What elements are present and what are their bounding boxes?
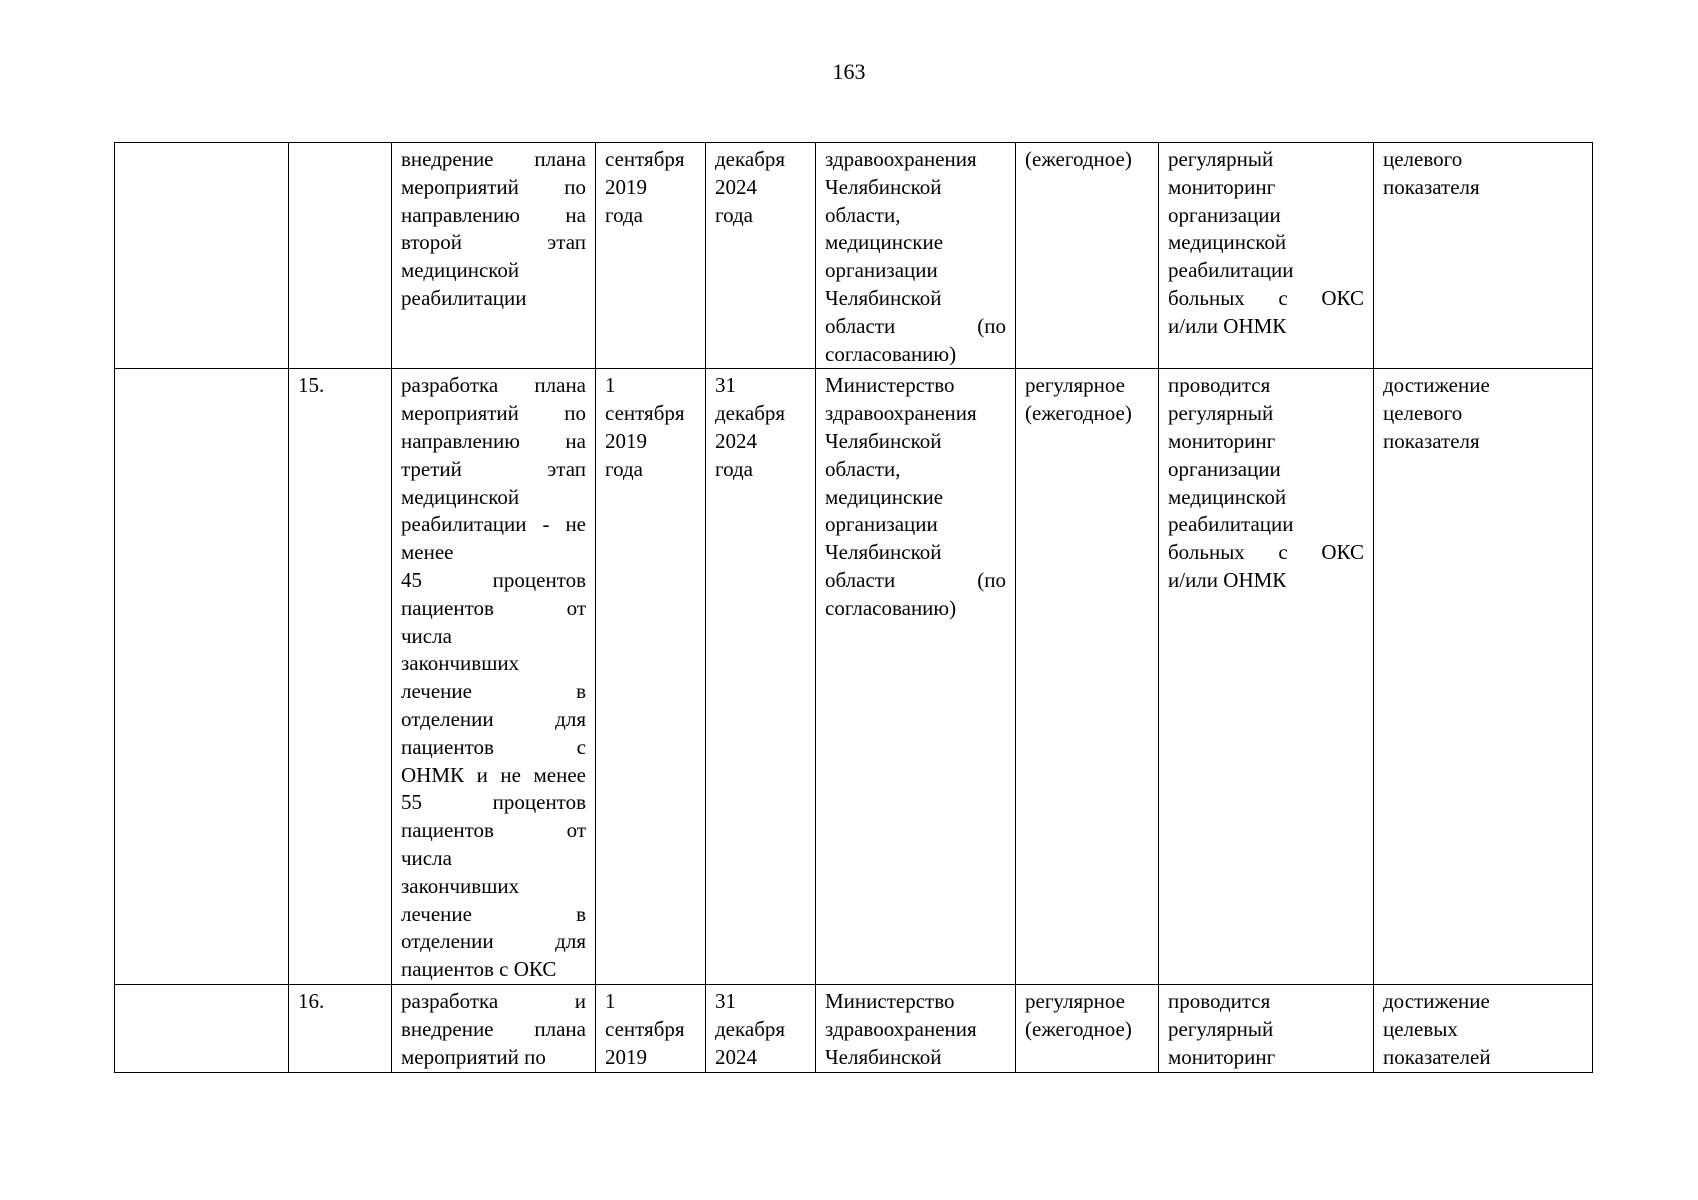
responsible-cell-line: здравоохранения xyxy=(825,147,977,171)
activity-cell-line: третий этап xyxy=(401,456,586,481)
control-cell-line: мониторинг xyxy=(1168,428,1276,453)
control-cell-line: регулярный xyxy=(1168,1017,1274,1042)
control-cell-line: и/или ОНМК xyxy=(1168,313,1287,338)
activity-cell-line: медицинской xyxy=(401,484,520,509)
activity-cell-line: пациентов с ОКС xyxy=(401,957,557,982)
activity-cell-line: пациентов от xyxy=(401,595,586,620)
blank-cell xyxy=(115,143,289,369)
frequency-cell-text: регулярное (ежегодное) xyxy=(1025,373,1132,426)
control-cell xyxy=(1159,143,1374,369)
control-cell-line: медицинской xyxy=(1168,230,1287,255)
control-cell-line: регулярный xyxy=(1168,401,1274,426)
result-cell-text: целевого показателя xyxy=(1383,147,1480,199)
activity-cell xyxy=(392,985,596,1072)
activity-cell-line: второй этап xyxy=(401,230,586,255)
activity-cell-line: числа xyxy=(401,845,452,870)
responsible-cell xyxy=(816,369,1016,985)
responsible-cell-line: Министерство xyxy=(825,373,955,398)
responsible-cell-line: Челябинской xyxy=(825,285,942,310)
responsible-cell-line: согласованию) xyxy=(825,341,957,366)
activity-cell xyxy=(392,369,596,985)
activity-cell-line: внедрение плана xyxy=(401,1017,586,1042)
activity-cell-line: внедрение плана xyxy=(401,147,586,171)
activity-cell-line: направлению на xyxy=(401,428,586,453)
control-cell-line: регулярный xyxy=(1168,147,1274,171)
blank-cell xyxy=(115,985,289,1072)
responsible-cell-line: области, xyxy=(825,456,901,481)
responsible-cell-line: здравоохранения xyxy=(825,1017,977,1042)
frequency-cell xyxy=(1016,369,1159,985)
control-cell-line: организации xyxy=(1168,456,1281,481)
activity-cell-line: мероприятий по xyxy=(401,1044,546,1069)
responsible-cell-line: области (по xyxy=(825,567,1006,592)
activity-cell-line: закончивших xyxy=(401,873,520,898)
control-cell-line: больных с ОКС xyxy=(1168,540,1364,565)
frequency-cell xyxy=(1016,985,1159,1072)
activity-cell-line: отделении для xyxy=(401,706,586,731)
row-number-cell xyxy=(289,369,392,985)
control-cell-line: медицинской xyxy=(1168,484,1287,509)
control-cell-line: больных с ОКС xyxy=(1168,285,1364,310)
end-date-cell xyxy=(706,143,816,369)
frequency-cell-text: (ежегодное) xyxy=(1025,147,1132,171)
activity-cell xyxy=(392,143,596,369)
activity-cell-line: ОНМК и не менее xyxy=(401,762,586,787)
activity-cell-line: менее xyxy=(401,540,454,565)
start-date-cell xyxy=(596,985,706,1072)
start-date-cell-text: 1 сентября 2019 xyxy=(605,989,685,1069)
frequency-cell-text: регулярное (ежегодное) xyxy=(1025,989,1132,1042)
activity-cell-line: мероприятий по xyxy=(401,401,586,426)
row-number-cell xyxy=(289,985,392,1072)
start-date-cell-text: 1 сентября 2019 года xyxy=(605,373,685,481)
measures-table xyxy=(114,142,1593,1073)
responsible-cell-line: Челябинской xyxy=(825,428,942,453)
responsible-cell-line: организации xyxy=(825,512,938,537)
blank-cell xyxy=(115,369,289,985)
row-number-cell-text: 16. xyxy=(298,989,325,1014)
start-date-cell xyxy=(596,143,706,369)
responsible-cell xyxy=(816,143,1016,369)
start-date-cell xyxy=(596,369,706,985)
table-row xyxy=(115,985,1593,1072)
result-cell xyxy=(1374,369,1593,985)
activity-cell-line: лечение в xyxy=(401,901,586,926)
result-cell-text: достижение целевого показателя xyxy=(1383,373,1490,453)
control-cell-line: реабилитации xyxy=(1168,512,1294,537)
activity-cell-line: реабилитации - не xyxy=(401,512,586,537)
responsible-cell-line: Челябинской xyxy=(825,1044,942,1069)
table-row xyxy=(115,143,1593,369)
result-cell xyxy=(1374,985,1593,1072)
activity-cell-line: мероприятий по xyxy=(401,174,586,199)
control-cell-line: и/или ОНМК xyxy=(1168,567,1287,592)
control-cell-line: организации xyxy=(1168,202,1281,227)
responsible-cell-line: согласованию) xyxy=(825,595,957,620)
activity-cell-line: закончивших xyxy=(401,651,520,676)
responsible-cell-line: области, xyxy=(825,202,901,227)
responsible-cell-line: Челябинской xyxy=(825,540,942,565)
responsible-cell-line: медицинские xyxy=(825,230,944,255)
result-cell xyxy=(1374,143,1593,369)
control-cell-line: реабилитации xyxy=(1168,258,1294,283)
activity-cell-line: 55 процентов xyxy=(401,790,586,815)
start-date-cell-text: сентября 2019 года xyxy=(605,147,685,227)
responsible-cell-line: Министерство xyxy=(825,989,955,1014)
end-date-cell xyxy=(706,985,816,1072)
control-cell-line: мониторинг xyxy=(1168,174,1276,199)
responsible-cell xyxy=(816,985,1016,1072)
activity-cell-line: отделении для xyxy=(401,929,586,954)
activity-cell-line: пациентов с xyxy=(401,734,586,759)
control-cell xyxy=(1159,985,1374,1072)
responsible-cell-line: Челябинской xyxy=(825,174,942,199)
activity-cell-line: реабилитации xyxy=(401,285,527,310)
row-number-cell-text: 15. xyxy=(298,373,325,398)
activity-cell-line: разработка плана xyxy=(401,373,586,398)
responsible-cell-line: медицинские xyxy=(825,484,944,509)
row-number-cell xyxy=(289,143,392,369)
activity-cell-line: лечение в xyxy=(401,679,586,704)
frequency-cell xyxy=(1016,143,1159,369)
end-date-cell-text: 31 декабря 2024 года xyxy=(715,373,786,481)
page-number: 163 xyxy=(832,59,866,84)
table-row xyxy=(115,369,1593,985)
control-cell xyxy=(1159,369,1374,985)
activity-cell-line: разработка и xyxy=(401,989,586,1014)
control-cell-line: проводится xyxy=(1168,373,1271,398)
end-date-cell-text: 31 декабря 2024 xyxy=(715,989,786,1069)
activity-cell-line: направлению на xyxy=(401,202,586,227)
end-date-cell xyxy=(706,369,816,985)
control-cell-line: мониторинг xyxy=(1168,1044,1276,1069)
control-cell-line: проводится xyxy=(1168,989,1271,1014)
activity-cell-line: медицинской xyxy=(401,258,520,283)
end-date-cell-text: декабря 2024 года xyxy=(715,147,786,227)
activity-cell-line: пациентов от xyxy=(401,818,586,843)
responsible-cell-line: области (по xyxy=(825,313,1006,338)
responsible-cell-line: здравоохранения xyxy=(825,401,977,426)
result-cell-text: достижение целевых показателей xyxy=(1383,989,1491,1069)
activity-cell-line: числа xyxy=(401,623,452,648)
responsible-cell-line: организации xyxy=(825,258,938,283)
activity-cell-line: 45 процентов xyxy=(401,567,586,592)
